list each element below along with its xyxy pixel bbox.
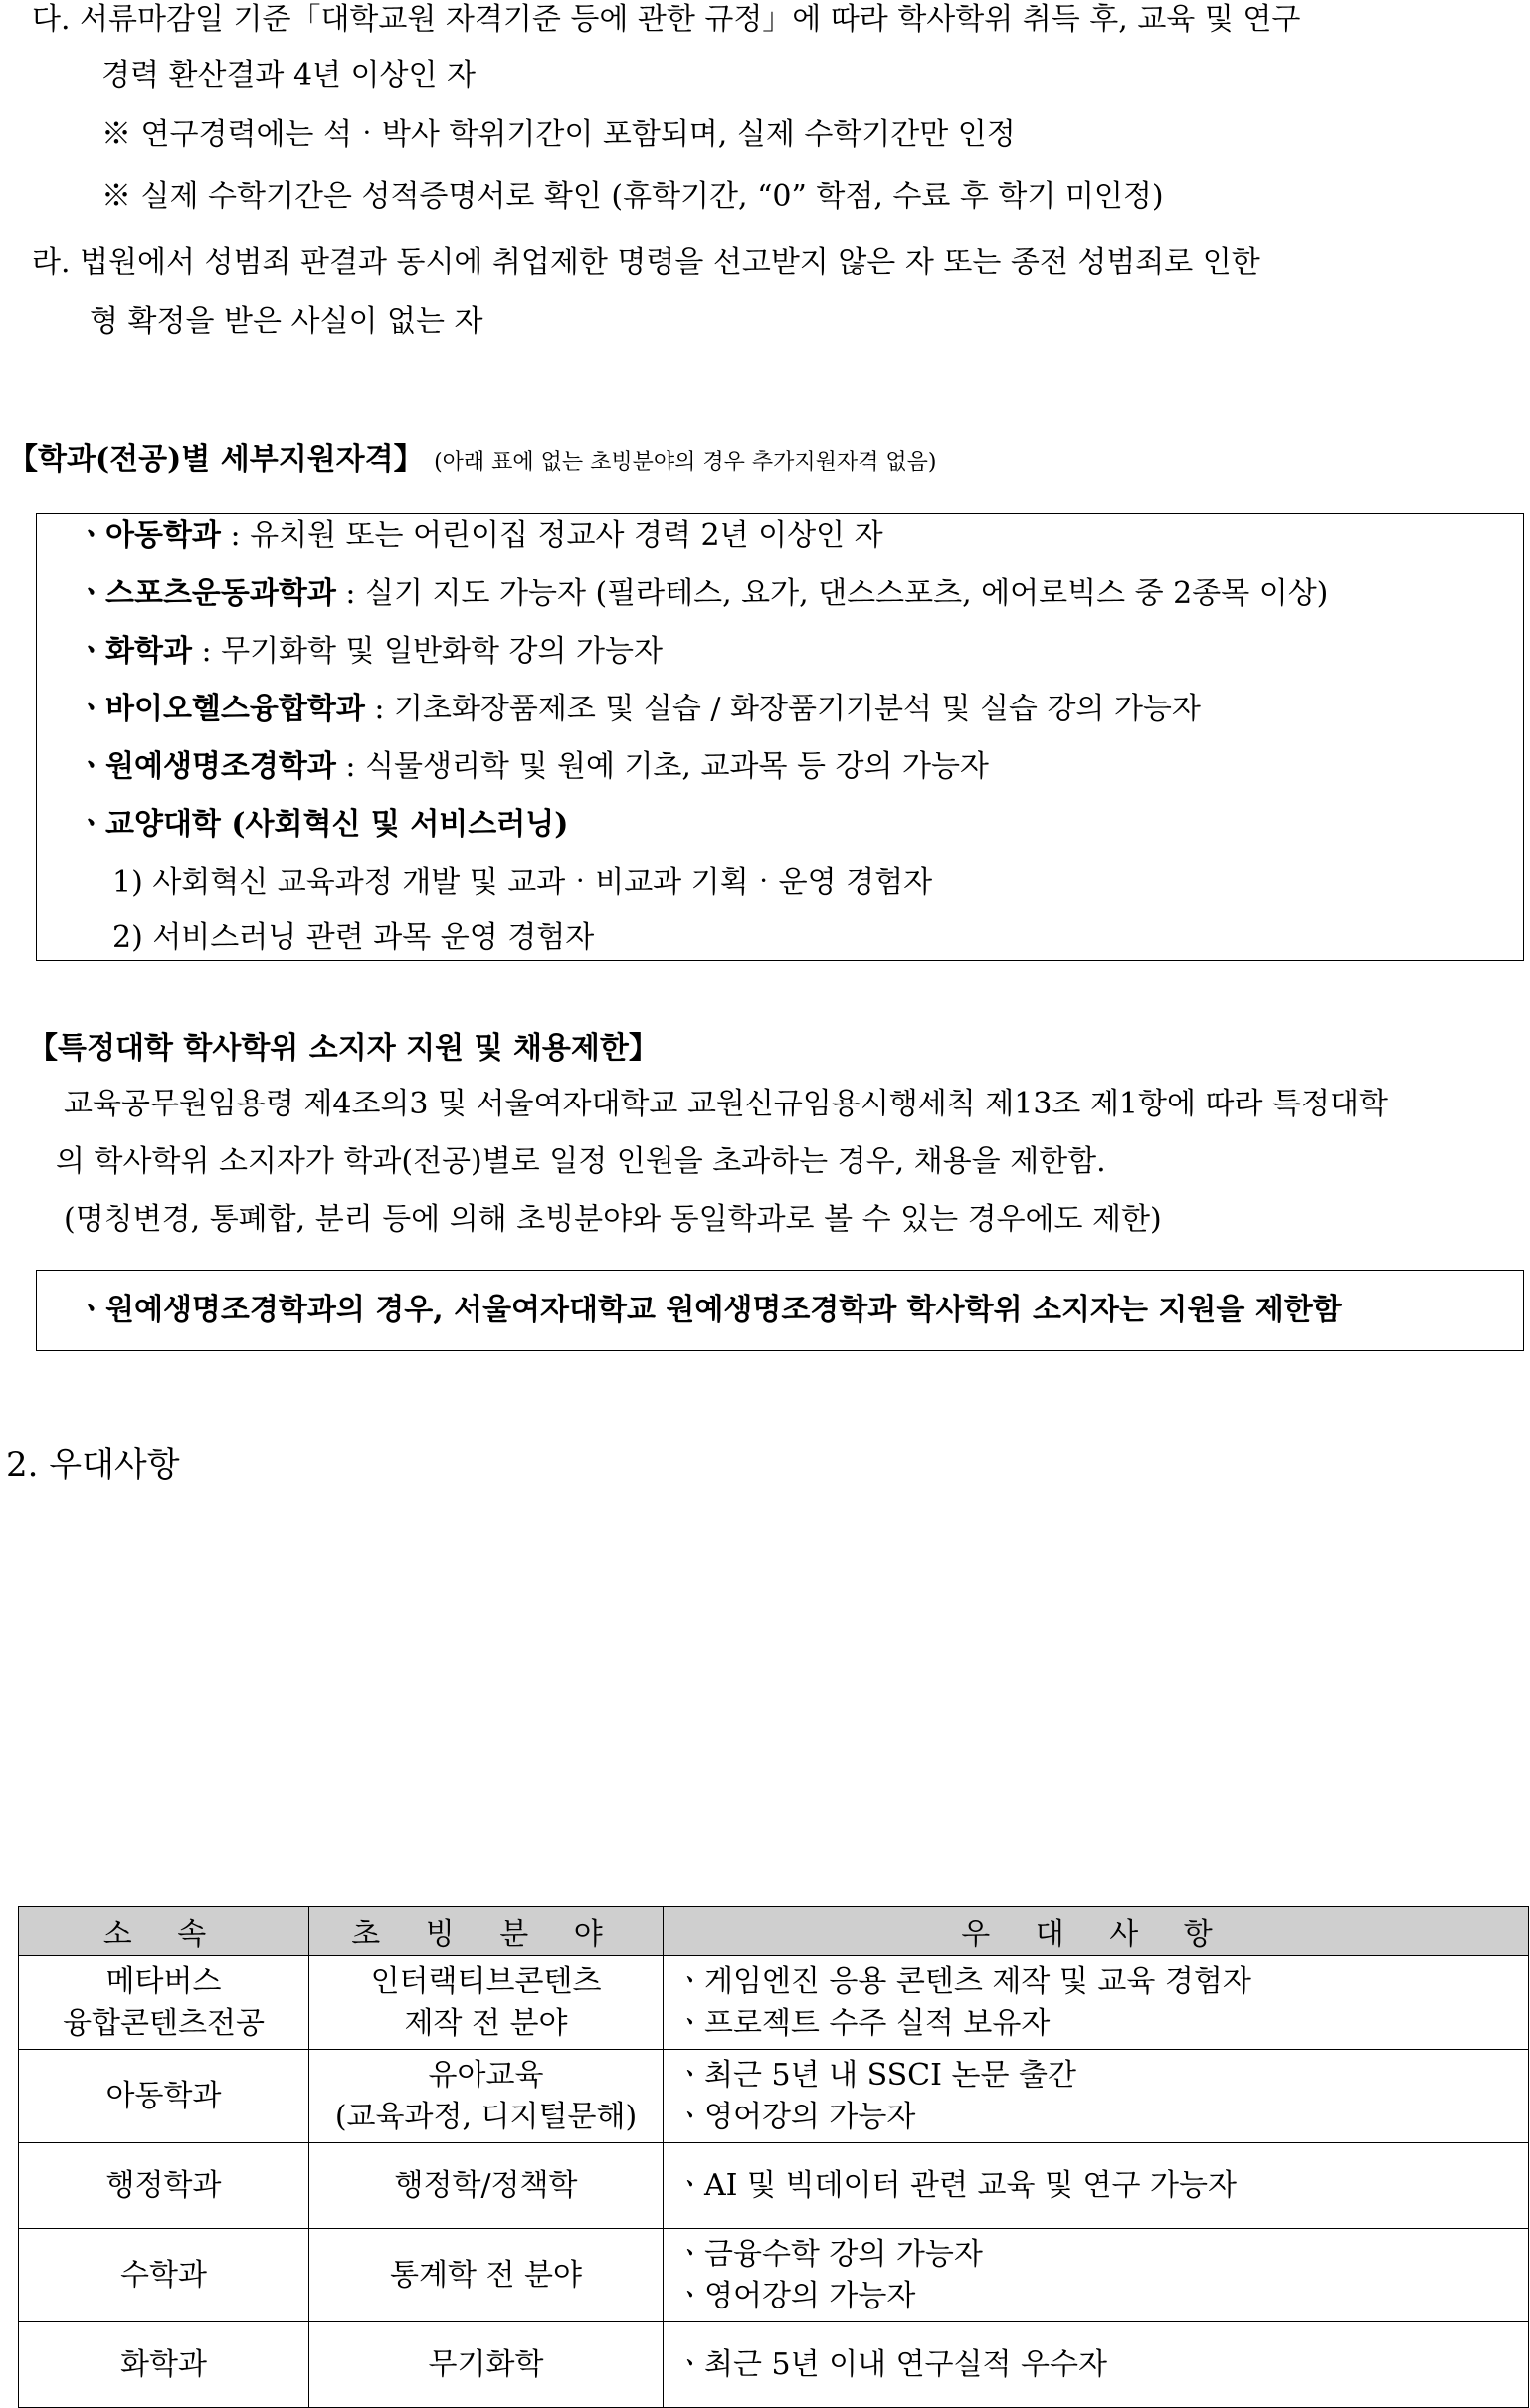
header-preference: 우 대 사 항 xyxy=(664,1907,1529,1956)
cell-dept: 수학과 xyxy=(19,2229,309,2322)
cell-field: 무기화학 xyxy=(309,2322,664,2408)
restrict-line2: 의 학사학위 소지자가 학과(전공)별로 일정 인원을 초과하는 경우, 채용을 제한함. xyxy=(56,1144,1106,1179)
cell-field: 통계학 전 분야 xyxy=(309,2229,664,2322)
dept-item: ㆍ바이오헬스융합학과 : 기초화장품제조 및 실습 / 화장품기기분석 및 실습 강의 가능자 xyxy=(77,692,1201,726)
restrict-line1: 교육공무원임용령 제4조의3 및 서울여자대학교 교원신규임용시행세칙 제13조 제1항에 따라 특정대학 xyxy=(64,1087,1388,1121)
cell-prefs: ㆍ게임엔진 응용 콘텐츠 제작 및 교육 경험자 ㆍ프로젝트 수주 실적 보유자 xyxy=(664,1956,1529,2050)
note-study-period: ※ 실제 수학기간은 성적증명서로 확인 (휴학기간, “0” 학점, 수료 후 학기 미인정) xyxy=(101,179,1164,214)
cell-prefs: ㆍ최근 5년 이내 연구실적 우수자 xyxy=(664,2322,1529,2408)
cell-prefs: ㆍ금융수학 강의 가능자 ㆍ영어강의 가능자 xyxy=(664,2229,1529,2322)
pref-section-title: 2. 우대사항 xyxy=(6,1445,180,1485)
dept-item: ㆍ아동학과 : 유치원 또는 어린이집 정교사 경력 2년 이상인 자 xyxy=(77,518,883,553)
table-row xyxy=(19,1956,1529,2050)
table-row xyxy=(19,2143,1529,2229)
dept-subitem: 2) 서비스러닝 관련 과목 운영 경험자 xyxy=(112,920,595,955)
restrict-line3: (명칭변경, 통폐합, 분리 등에 의해 초빙분야와 동일학과로 볼 수 있는 경우에도 제한) xyxy=(64,1202,1162,1237)
restrict-section-title: 【특정대학 학사학위 소지자 지원 및 채용제한】 xyxy=(28,1031,659,1066)
item-da-line2: 경력 환산결과 4년 이상인 자 xyxy=(101,58,477,93)
table-row xyxy=(19,2322,1529,2408)
table-header-row xyxy=(19,1907,1529,1956)
preference-table xyxy=(18,1906,1529,2408)
table-row xyxy=(19,2229,1529,2322)
cell-prefs: ㆍ최근 5년 내 SSCI 논문 출간 ㆍ영어강의 가능자 xyxy=(664,2050,1529,2143)
dept-item: ㆍ원예생명조경학과 : 식물생리학 및 원예 기초, 교과목 등 강의 가능자 xyxy=(77,749,989,784)
item-ra-line2: 형 확정을 받은 사실이 없는 자 xyxy=(90,304,483,339)
item-da-line1: 다. 서류마감일 기준「대학교원 자격기준 등에 관한 규정」에 따라 학사학위 취득 후, 교육 및 연구 xyxy=(32,2,1301,37)
cell-field: 행정학/정책학 xyxy=(309,2143,664,2229)
header-affiliation: 소 속 xyxy=(19,1907,309,1956)
cell-dept: 아동학과 xyxy=(19,2050,309,2143)
cell-dept: 메타버스 융합콘텐츠전공 xyxy=(19,1956,309,2050)
header-field: 초 빙 분 야 xyxy=(309,1907,664,1956)
dept-item: ㆍ교양대학 (사회혁신 및 서비스러닝) xyxy=(77,807,569,842)
cell-prefs: ㆍAI 및 빅데이터 관련 교육 및 연구 가능자 xyxy=(664,2143,1529,2229)
dept-item: ㆍ스포츠운동과학과 : 실기 지도 가능자 (필라테스, 요가, 댄스스포츠, 에어로빅스 중 2종목 이상) xyxy=(77,576,1329,611)
item-ra-line1: 라. 법원에서 성범죄 판결과 동시에 취업제한 명령을 선고받지 않은 자 또는 종전 성범죄로 인한 xyxy=(32,245,1260,280)
dept-qualification-box xyxy=(36,513,1524,961)
cell-dept: 행정학과 xyxy=(19,2143,309,2229)
restrict-box-text: ㆍ원예생명조경학과의 경우, 서울여자대학교 원예생명조경학과 학사학위 소지자는 지원을 제한함 xyxy=(77,1293,1342,1327)
cell-field: 인터랙티브콘텐츠 제작 전 분야 xyxy=(309,1956,664,2050)
dept-title-note: (아래 표에 없는 초빙분야의 경우 추가지원자격 없음) xyxy=(434,450,937,475)
restrict-box xyxy=(36,1270,1524,1351)
dept-subitem: 1) 사회혁신 교육과정 개발 및 교과‧비교과 기획‧운영 경험자 xyxy=(112,865,933,900)
note-research-career: ※ 연구경력에는 석‧박사 학위기간이 포함되며, 실제 수학기간만 인정 xyxy=(101,117,1016,152)
table-row xyxy=(19,2050,1529,2143)
dept-item: ㆍ화학과 : 무기화학 및 일반화학 강의 가능자 xyxy=(77,634,663,669)
cell-dept: 화학과 xyxy=(19,2322,309,2408)
cell-field: 유아교육 (교육과정, 디지털문해) xyxy=(309,2050,664,2143)
dept-section-title xyxy=(8,434,937,478)
dept-title-text: 【학과(전공)별 세부지원자격】 xyxy=(8,442,424,477)
